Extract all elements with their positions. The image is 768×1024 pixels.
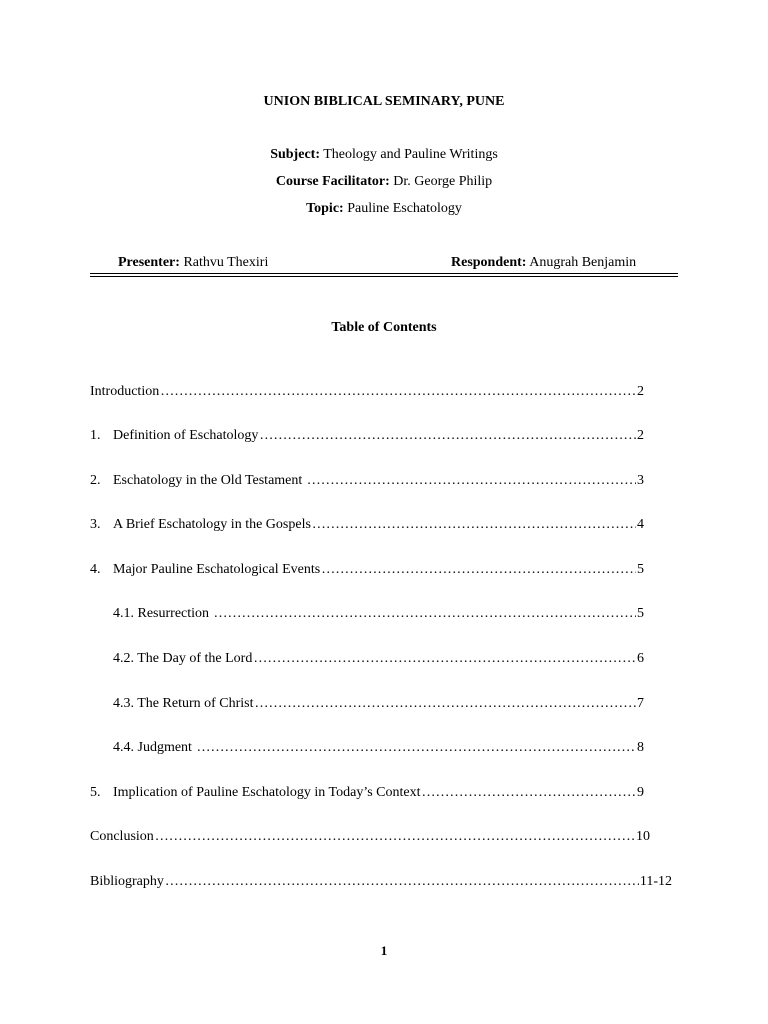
toc-leader-dots	[214, 606, 636, 622]
toc-leader-dots	[196, 740, 636, 756]
respondent-value: Anugrah Benjamin	[529, 255, 637, 270]
double-rule-top	[90, 273, 678, 274]
toc-entry-pauline-events[interactable]	[90, 562, 644, 578]
toc-entry-return-of-christ[interactable]	[113, 696, 644, 712]
presenter-label: Presenter:	[118, 255, 180, 270]
toc-entry-text: Introduction	[90, 384, 160, 399]
toc-entry-number: 4.	[90, 562, 101, 577]
toc-entry-text: A Brief Eschatology in the Gospels	[113, 517, 311, 532]
toc-entry-number: 5.	[90, 785, 101, 800]
institution-title: UNION BIBLICAL SEMINARY, PUNE	[263, 94, 505, 109]
toc-entry-text: Definition of Eschatology	[113, 428, 259, 443]
toc-entry-page: 7	[637, 696, 644, 711]
toc-leader-dots	[312, 517, 636, 533]
topic-value: Pauline Eschatology	[347, 201, 462, 216]
toc-leader-dots	[165, 874, 639, 890]
toc-entry-text: 4.2. The Day of the Lord	[113, 651, 253, 666]
toc-entry-page: 11-12	[639, 874, 672, 889]
toc-leader-dots	[160, 384, 636, 400]
toc-entry-page: 5	[637, 562, 644, 577]
toc-entry-conclusion[interactable]	[90, 829, 650, 845]
toc-entry-page: 2	[637, 428, 644, 443]
toc-entry-text: Major Pauline Eschatological Events	[113, 562, 321, 577]
toc-entry-page: 10	[636, 829, 650, 844]
toc-entry-page: 2	[637, 384, 644, 399]
subject-label: Subject:	[270, 147, 320, 162]
toc-leader-dots	[259, 428, 636, 444]
toc-leader-dots	[253, 651, 636, 667]
toc-entry-text: Eschatology in the Old Testament	[113, 473, 306, 488]
toc-entry-text: Conclusion	[90, 829, 154, 844]
toc-entry-number: 2.	[90, 473, 101, 488]
toc-leader-dots	[321, 562, 636, 578]
toc-entry-page: 6	[637, 651, 644, 666]
toc-entry-number: 1.	[90, 428, 101, 443]
toc-entry-page: 5	[637, 606, 644, 621]
toc-entry-definition[interactable]	[90, 428, 644, 444]
toc-entry-page: 8	[637, 740, 644, 755]
toc-leader-dots	[255, 696, 636, 712]
toc-entry-page: 4	[637, 517, 644, 532]
topic-line	[0, 201, 768, 217]
toc-entry-page: 9	[637, 785, 644, 800]
toc-entry-number: 3.	[90, 517, 101, 532]
toc-entry-text: 4.1. Resurrection	[113, 606, 213, 621]
toc-entry-page: 3	[637, 473, 644, 488]
topic-label: Topic:	[306, 201, 344, 216]
toc-entry-day-of-lord[interactable]	[113, 651, 644, 667]
facilitator-label: Course Facilitator:	[275, 174, 390, 189]
toc-leader-dots	[155, 829, 635, 845]
toc-entry-bibliography[interactable]	[90, 874, 672, 890]
toc-leader-dots	[307, 473, 636, 489]
respondent-line	[451, 255, 636, 271]
toc-entry-text: Implication of Pauline Eschatology in Today’s Context	[113, 785, 421, 800]
facilitator-line	[0, 174, 768, 190]
toc-entry-text: 4.4. Judgment	[113, 740, 196, 755]
respondent-label: Respondent:	[451, 255, 527, 270]
toc-entry-implication[interactable]	[90, 785, 644, 801]
toc-entry-text: Bibliography	[90, 874, 164, 889]
presenter-value: Rathvu Thexiri	[183, 255, 269, 270]
subject-line	[0, 147, 768, 163]
presenter-line	[118, 255, 268, 271]
page-number: 1	[380, 943, 388, 958]
toc-entry-judgment[interactable]	[113, 740, 644, 756]
subject-value: Theology and Pauline Writings	[323, 147, 498, 162]
toc-entry-old-testament[interactable]	[90, 473, 644, 489]
facilitator-value: Dr. George Philip	[393, 174, 493, 189]
toc-entry-text: 4.3. The Return of Christ	[113, 696, 254, 711]
toc-entry-gospels[interactable]	[90, 517, 644, 533]
toc-title: Table of Contents	[331, 320, 437, 335]
toc-leader-dots	[422, 785, 637, 801]
double-rule-bottom	[90, 276, 678, 277]
toc-entry-introduction[interactable]	[90, 384, 644, 400]
toc-entry-resurrection[interactable]	[113, 606, 644, 622]
